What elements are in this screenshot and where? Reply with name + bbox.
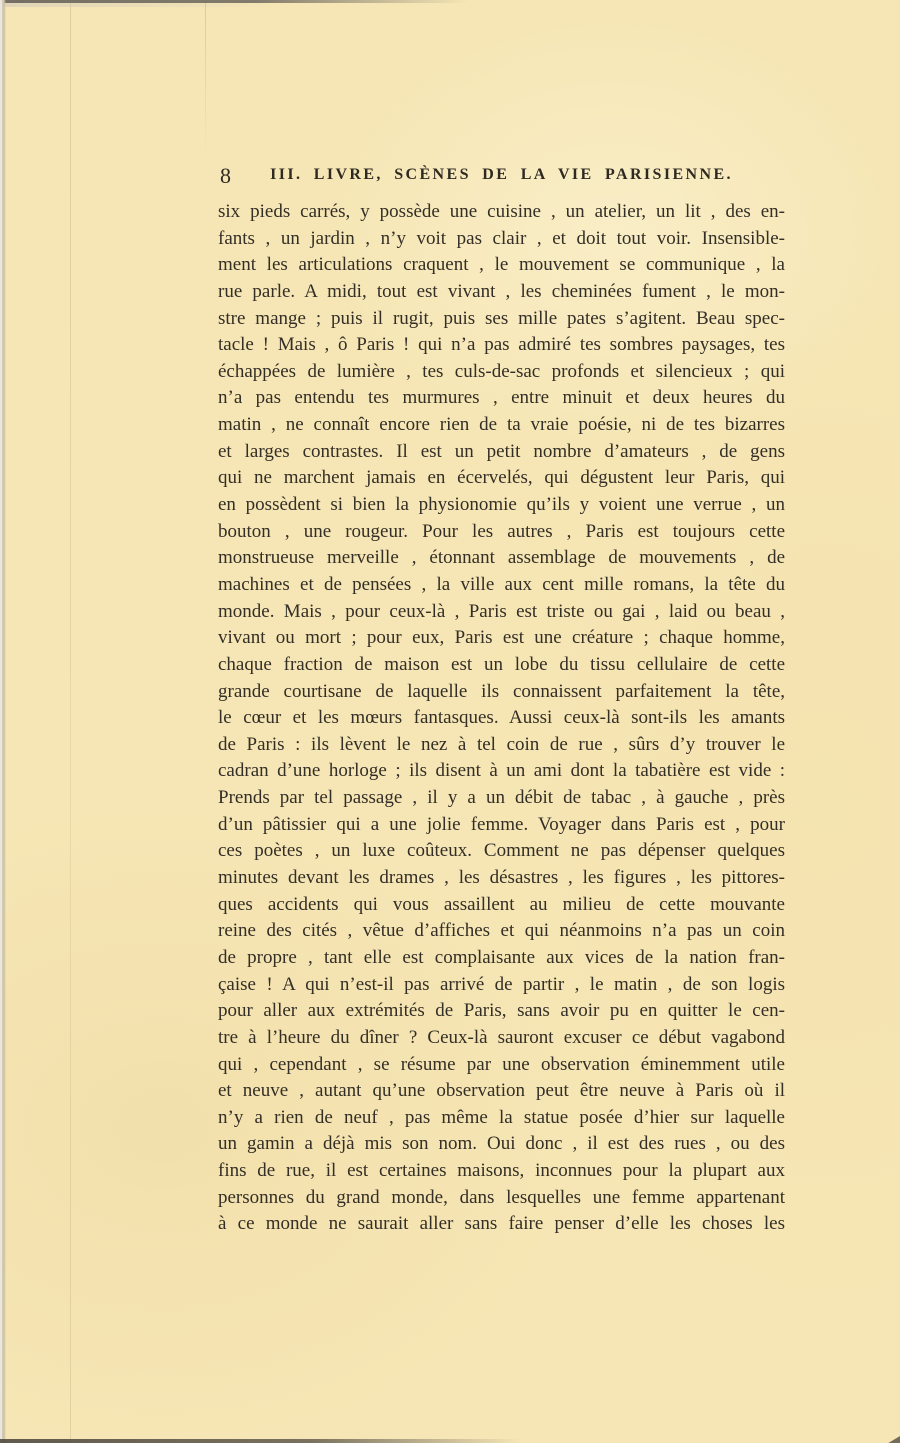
text-line: qui , cependant , se résume par une observation éminemment utile xyxy=(218,1053,785,1075)
body-text xyxy=(218,199,785,1238)
text-line: minutes devant les drames , les désastres , les figures , les pittores- xyxy=(218,867,785,889)
text-line: matin , ne connaît encore rien de ta vraie poésie, ni de tes bizarres xyxy=(218,414,785,436)
page-fold-line xyxy=(70,0,71,1443)
text-line: qui ne marchent jamais en écervelés, qui dégustent leur Paris, qui xyxy=(218,467,785,489)
scan-edge-top xyxy=(0,0,468,3)
text-line: un gamin a déjà mis son nom. Oui donc , il est des rues , ou des xyxy=(218,1133,785,1155)
text-line: six pieds carrés, y possède une cuisine , un atelier, un lit , des en- xyxy=(218,201,785,222)
text-line: monde. Mais , pour ceux-là , Paris est triste ou gai , laid ou beau , xyxy=(218,600,785,622)
running-header: III. LIVRE, SCÈNES DE LA VIE PARISIENNE. xyxy=(270,166,733,183)
text-line: ment les articulations craquent , le mouvement se communique , la xyxy=(218,254,785,276)
page-header xyxy=(218,162,785,192)
text-line: de propre , tant elle est complaisante aux vices de la nation fran- xyxy=(218,946,785,968)
text-line: à ce monde ne saurait aller sans faire penser d’elle les choses les xyxy=(218,1213,785,1235)
text-line: chaque fraction de maison est un lobe du tissu cellulaire de cette xyxy=(218,653,785,675)
page-fold-line-top xyxy=(205,0,206,160)
text-line: échappées de lumière , tes culs-de-sac profonds et silencieux ; qui xyxy=(218,360,785,382)
text-line: reine des cités , vêtue d’affiches et qui néanmoins n’a pas un coin xyxy=(218,920,785,942)
text-line: monstrueuse merveille , étonnant assemblage de mouvements , de xyxy=(218,547,785,569)
text-line: en possèdent si bien la physionomie qu’ils y voient une verrue , un xyxy=(218,494,785,516)
page-number: 8 xyxy=(220,163,231,188)
scan-corner-bottom-right xyxy=(882,1436,900,1443)
text-line: pour aller aux extrémités de Paris, sans avoir pu en quitter le cen- xyxy=(218,1000,785,1022)
text-line: Prends par tel passage , il y a un débit de tabac , à gauche , près xyxy=(218,787,785,809)
text-line: personnes du grand monde, dans lesquelles une femme appartenant xyxy=(218,1186,785,1208)
text-line: et larges contrastes. Il est un petit nombre d’amateurs , de gens xyxy=(218,440,785,462)
text-line: tacle ! Mais , ô Paris ! qui n’a pas admiré tes sombres paysages, tes xyxy=(218,334,785,356)
text-line: ces poètes , un luxe coûteux. Comment ne pas dépenser quelques xyxy=(218,840,785,862)
text-line: stre mange ; puis il rugit, puis ses mille pates s’agitent. Beau spec- xyxy=(218,307,785,329)
text-line: vivant ou mort ; pour eux, Paris est une créature ; chaque homme, xyxy=(218,627,785,649)
text-line: n’y a rien de neuf , pas même la statue posée d’hier sur laquelle xyxy=(218,1106,785,1128)
text-line: grande courtisane de laquelle ils connaissent parfaitement la tête, xyxy=(218,680,785,702)
text-line: tre à l’heure du dîner ? Ceux-là sauront excuser ce début vagabond xyxy=(218,1026,785,1048)
text-line: çaise ! A qui n’est-il pas arrivé de partir , le matin , de son logis xyxy=(218,973,785,995)
text-line: cadran d’une horloge ; ils disent à un ami dont la tabatière est vide : xyxy=(218,760,785,782)
scan-edge-left xyxy=(0,0,6,1443)
scan-edge-bottom xyxy=(0,1439,520,1443)
text-line: et neuve , autant qu’une observation peut être neuve à Paris où il xyxy=(218,1080,785,1102)
text-line: ques accidents qui vous assaillent au milieu de cette mouvante xyxy=(218,893,785,915)
text-line: fants , un jardin , n’y voit pas clair , et doit tout voir. Insensible- xyxy=(218,227,785,249)
text-line: le cœur et les mœurs fantasques. Aussi ceux-là sont-ils les amants xyxy=(218,707,785,729)
text-line: bouton , une rougeur. Pour les autres , Paris est toujours cette xyxy=(218,520,785,542)
text-line: de Paris : ils lèvent le nez à tel coin de rue , sûrs d’y trouver le xyxy=(218,733,785,755)
text-line: fins de rue, il est certaines maisons, inconnues pour la plupart aux xyxy=(218,1160,785,1182)
text-line: machines et de pensées , la ville aux cent mille romans, la tête du xyxy=(218,573,785,595)
text-line: d’un pâtissier qui a une jolie femme. Voyager dans Paris est , pour xyxy=(218,813,785,835)
text-line: n’a pas entendu tes murmures , entre minuit et deux heures du xyxy=(218,387,785,409)
text-line: rue parle. A midi, tout est vivant , les cheminées fument , le mon- xyxy=(218,280,785,302)
